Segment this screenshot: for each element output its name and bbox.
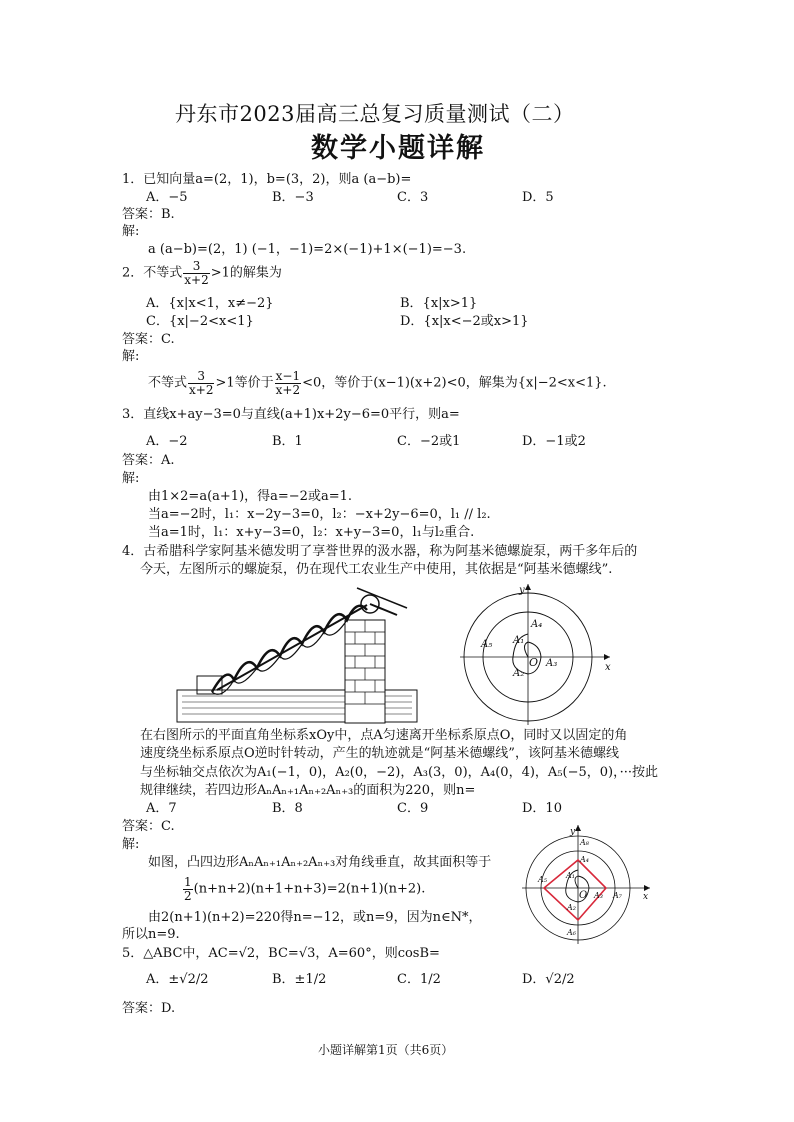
q1-option-c: C．3 [397, 190, 429, 205]
q4-option-d: D．10 [522, 801, 562, 816]
q1-jie: 解: [122, 224, 140, 239]
q4-para-1: 在右图所示的平面直角坐标系xOy中，点A匀速离开坐标系原点O，同时又以固定的角 [140, 728, 628, 743]
fig1-label-a4: A₄ [531, 619, 543, 630]
q2-sol-a: 不等式 [148, 375, 188, 391]
fig1-label-a1: A₁ [513, 635, 525, 646]
q2-sol-frac2-num: x−1 [275, 369, 301, 383]
q2-option-b: B．{x|x>1} [400, 296, 478, 311]
q2-sol-c: <0，等价于(x−1)(x+2)<0，解集为{x|−2<x<1}. [302, 375, 607, 391]
q3-option-d: D．−1或2 [522, 434, 586, 449]
q2-sol-frac1-num: 3 [188, 370, 214, 384]
q3-option-a: A．−2 [146, 434, 188, 449]
q4-sol-half-den: 2 [184, 888, 192, 903]
fig1-label-y: y [519, 585, 525, 596]
q4-sol-half-num: 1 [184, 875, 192, 889]
q2-sol-frac1 [188, 370, 214, 396]
q2-suffix: >1的解集为 [210, 265, 282, 281]
fig2-label-a7: A₇ [613, 891, 622, 900]
q4-option-b: B．8 [272, 801, 303, 816]
q2-option-a: A．{x|x<1，x≠−2} [146, 296, 274, 311]
fig2-label-a6: A₆ [567, 928, 576, 937]
fig2-label-y: y [570, 827, 576, 837]
page-footer: 小题详解第1页（共6页） [318, 1043, 454, 1057]
q2-fraction [183, 260, 209, 286]
q3-option-c: C．−2或1 [397, 434, 461, 449]
q4-stem-1: 4．古希腊科学家阿基米德发明了享誉世界的汲水器，称为阿基米德螺旋泵，两千多年后的 [122, 544, 638, 559]
q2-jie: 解: [122, 349, 140, 364]
q3-option-b: B．1 [272, 434, 303, 449]
q1-stem: 1．已知向量a=(2，1)，b=(3，2)，则a (a−b)= [122, 172, 412, 187]
q4-solution-4: 所以n=9. [122, 927, 180, 942]
q3-solution-3: 当a=1时，l₁：x+y−3=0，l₂：x+y−3=0，l₁与l₂重合. [148, 525, 475, 540]
q2-sol-frac1-den: x+2 [189, 382, 214, 397]
q1-solution: a (a−b)=(2，1) (−1，−1)=2×(−1)+1×(−1)=−3. [148, 242, 467, 257]
q5-option-d: D．√2/2 [522, 972, 575, 987]
fig2-label-a3: A₃ [594, 891, 603, 900]
q4-para-4: 规律继续，若四边形AₙAₙ₊₁Aₙ₊₂Aₙ₊₃的面积为220，则n= [140, 783, 476, 798]
q4-para-2: 速度绕坐标系原点O逆时针转动，产生的轨迹就是“阿基米德螺线”，该阿基米德螺线 [140, 746, 619, 761]
fig2-label-a2: A₂ [567, 903, 576, 912]
fig1-label-o: O [529, 656, 539, 669]
page-title: 丹东市2023届高三总复习质量测试（二） [175, 102, 575, 126]
q3-solution-2: 当a=−2时，l₁：x−2y−3=0，l₂：−x+2y−6=0，l₁ // l₂. [148, 507, 491, 522]
fig1-label-x: x [605, 662, 611, 673]
q4-option-a: A．7 [146, 801, 177, 816]
q1-option-a: A．−5 [146, 190, 188, 205]
fig1-label-a2: A₂ [513, 668, 525, 679]
spiral-figure-2 [518, 822, 654, 946]
fig2-label-a1: A₁ [566, 871, 575, 880]
q3-answer: 答案：A. [122, 453, 175, 468]
q2-answer: 答案：C. [122, 332, 175, 347]
q2-sol-b: >1等价于 [215, 375, 274, 391]
q4-solution-2 [182, 876, 425, 902]
q4-jie: 解: [122, 837, 140, 852]
fig2-label-x: x [643, 892, 649, 902]
q2-sol-frac2 [275, 370, 301, 396]
q5-option-b: B．±1/2 [272, 972, 327, 987]
q3-solution-1: 由1×2=a(a+1)，得a=−2或a=1. [148, 489, 352, 504]
q2-sol-frac2-den: x+2 [275, 382, 301, 397]
fig2-label-a5: A₅ [538, 875, 547, 884]
q4-answer: 答案：C. [122, 819, 175, 834]
fig1-label-a3: A₃ [546, 658, 558, 669]
screw-pump-figure [172, 580, 422, 725]
fig1-label-a5: A₅ [481, 639, 493, 650]
q3-jie: 解: [122, 471, 140, 486]
q1-option-d: D．5 [522, 190, 554, 205]
q2-fraction-num: 3 [183, 260, 209, 274]
q5-stem: 5．△ABC中，AC=√2，BC=√3，A=60°，则cosB= [122, 946, 440, 961]
q5-answer: 答案：D. [122, 1001, 176, 1016]
q2-solution [148, 370, 607, 396]
q4-solution-3: 由2(n+1)(n+2)=220得n=−12，或n=9，因为n∈N*， [148, 910, 482, 925]
q4-sol2-text: (n+n+2)(n+1+n+3)=2(n+1)(n+2). [193, 881, 426, 897]
q4-solution-1: 如图，凸四边形AₙAₙ₊₁Aₙ₊₂Aₙ₊₃对角线垂直，故其面积等于 [148, 855, 492, 870]
q5-option-a: A．±√2/2 [146, 972, 209, 987]
q4-option-c: C．9 [397, 801, 429, 816]
page-subtitle: 数学小题详解 [311, 133, 485, 164]
fig2-label-o: O [579, 890, 588, 901]
fig2-label-a8: A₈ [580, 838, 589, 847]
q2-stem [122, 260, 282, 286]
q5-option-c: C．1/2 [397, 972, 441, 987]
spiral-figure-1 [455, 580, 615, 730]
q2-option-d: D．{x|x<−2或x>1} [400, 314, 529, 329]
q2-prefix: 2．不等式 [122, 265, 183, 281]
q4-stem-2: 今天，左图所示的螺旋泵，仍在现代工农业生产中使用，其依据是“阿基米德螺线”. [140, 562, 613, 577]
q1-option-b: B．−3 [272, 190, 314, 205]
q1-answer: 答案：B. [122, 207, 175, 222]
q2-option-c: C．{x|−2<x<1} [146, 314, 254, 329]
q4-para-3: 与坐标轴交点依次为A₁(−1，0)，A₂(0，−2)，A₃(3，0)，A₄(0，4)，A₅(−5，0)，···按此 [140, 765, 659, 780]
q2-fraction-den: x+2 [184, 272, 209, 287]
fig2-label-a4: A₄ [580, 855, 589, 864]
q3-stem: 3．直线x+ay−3=0与直线(a+1)x+2y−6=0平行，则a= [122, 407, 460, 422]
q4-sol-half [183, 876, 193, 902]
